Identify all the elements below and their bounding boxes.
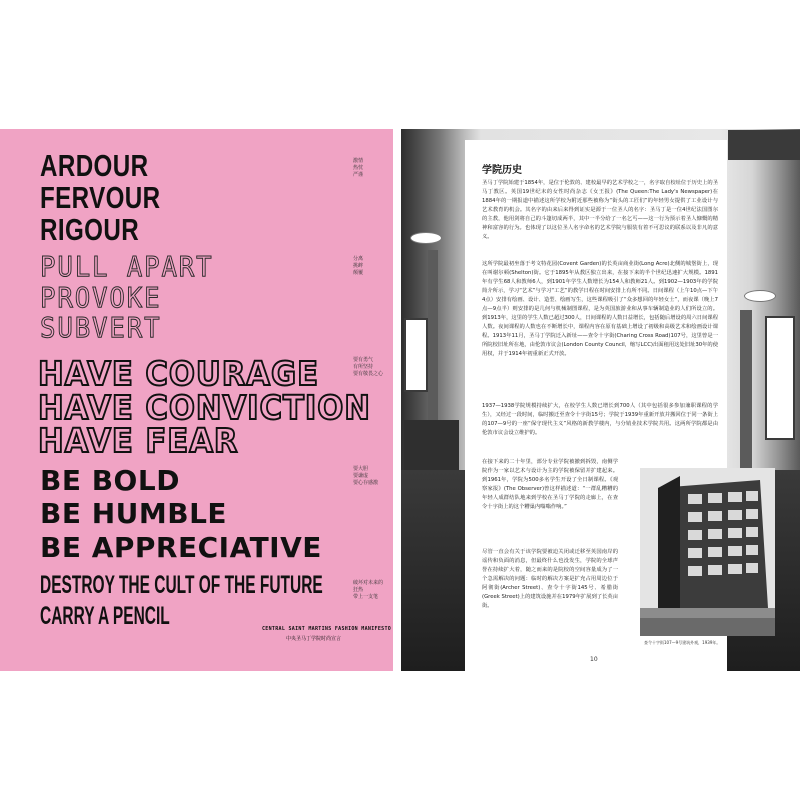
manifesto-ardour: ARDOUR xyxy=(40,148,149,183)
footer-title-cn: 中央圣马丁学院时尚宣言 xyxy=(286,636,342,642)
side-note-5: 破坏对未来的狂热 带上一支笔 xyxy=(353,580,384,600)
manifesto-subvert: SUBVERT xyxy=(40,311,162,344)
history-paragraph-3: 1937—1938学院规模持续扩大，在校学生人数已增长到700人（其中包括很多参加兼职课程的学生），又经过一段时间，临时搬迁至查令十字街15号；学院于1939年重新开放并搬回位于同一条街上的107—9号的一座“保守现代主义”风格的新教学楼内，与分销业技术学院共用。这两所学院都是由伦敦市议会设立维护的。 xyxy=(482,403,718,436)
photo-caption: 查令十字街107—9号建筑外观，1939年。 xyxy=(644,640,721,645)
manifesto-have-fear: HAVE FEAR xyxy=(38,421,239,460)
side-note-1: 激情 热忱 严谨 xyxy=(353,158,364,178)
manifesto-be-bold: BE BOLD xyxy=(40,464,180,497)
history-paragraph-4: 在接下来的二十年里，部分专业学院被撤到拆毁，南侧学院作为一家以艺术与设计为主的学院被保留并扩建起来。到1961年，学院为500多名学生开设了全日制课程。《观察家报》(The Observer)曾这样描述道：“一群乱糟糟的年轻人成群结队地来到学校在圣马丁学院的走廊上，在查令十字街上的这个糟巢内嗡嗡作响。” xyxy=(482,459,618,510)
manifesto-be-appreciative: BE APPRECIATIVE xyxy=(40,531,322,564)
manifesto-fervour: FERVOUR xyxy=(40,180,161,215)
manifesto-be-humble: BE HUMBLE xyxy=(40,497,228,530)
manifesto-rigour: RIGOUR xyxy=(40,212,140,247)
ceiling-lamp-left xyxy=(410,232,442,244)
manifesto-destroy-cult: DESTROY THE CULT OF THE FUTURE xyxy=(40,571,323,599)
building-illustration xyxy=(640,468,775,636)
window-left xyxy=(404,318,428,392)
manifesto-provoke: PROVOKE xyxy=(40,281,162,314)
footer-title-en: CENTRAL SAINT MARTINS FASHION MANIFESTO xyxy=(262,626,392,632)
manifesto-pull-apart: PULL APART xyxy=(40,250,214,283)
building-photo xyxy=(640,468,775,636)
side-note-2: 分离 挑衅 颠覆 xyxy=(353,256,364,276)
history-paragraph-1: 圣马丁学院始建于1854年，是位于伦敦的、建校最早的艺术学校之一，名字取自校址位于历史上的圣马丁教区。英国19世纪末的女性时尚杂志《女王报》(The Queen:The Lady's Newspaper)在1884年的一期报道中描述这所学校为附近那些被称为“街头的工匠们”的年轻男女提供了工业设计与艺术教育的机会。其名字的由来后来得到证实是源于一位圣人的名字：圣马丁是一位4世纪法国图尔的主教，他用剑将自己的斗篷切成两半，其中一半分给了一名乞丐——这一行为预示着圣人慷慨的精神和富容的行为。也体现了以这位圣人名字命名的艺术学院与服装有着不可思议的联系以及非凡的意义。 xyxy=(482,180,718,240)
ceiling-lamp-right xyxy=(744,290,776,302)
pillar-right xyxy=(740,310,752,470)
history-title: 学院历史 xyxy=(482,165,522,176)
history-paragraph-2: 这所学院最初坐落于考文特花园(Covent Garden)的长英亩商业街(Long Acre)北侧的城堡街上，现在叫谢尔顿(Shelton)街。它于1895年从教区独立出来，在接下来的半个世纪迅速扩大规模。1891年有学生68人和教师6人，到1901年学生人数增长为154人和教师21人。到1902—1903年的学院简介所示，学习“艺术”与学习“工艺”的教学日程在时间安排上有所不同。日间课程（上午10点—下午4点）安排有绘画、设计、造型、绘画写生，这些课程吸引了“众多想回的年轻女士”，而夜课（晚上7点—9点半）则安排的是几何与机械制图课程，是为英国旅游业和从事车辆制造业的人们所设立的。到1913年，这里的学生人数已超过300人，日间课程的人数日益增长，包括随后增设的周六日间课程人数。夜间课程的人数也在不断增长中，课程内容在原有基础上增设了初级和高级艺术和绘画设计课程。1913年11月，圣马丁学院迁入新址——查令十字街(Charing Cross Road)107号，这里曾是一所院校旧址所在地，由伦敦市议会(London County Council，缩写LCC)出面租用这处旧址30年的使用权，并于1914年初重新正式开放。 xyxy=(482,261,718,357)
history-paragraph-5: 尽管一直会有关于该学院要被迫关闭或迁移至英国南岸的谣传和负面的消息，但最终什么也没发生，学院的全球声誉在持续扩大着，随之而来的是院校的空间容量成为了一个急需解决的问题：临时的解决方案是扩充占用周边位于阿彻街(Archer Street)、查令十字街145号、希腊街(Greek Street)上的建筑设施并在1979年扩展到了长英亩街。 xyxy=(482,549,618,609)
ceiling-beam-right xyxy=(728,130,800,160)
table-left xyxy=(404,420,459,470)
window-right xyxy=(765,316,795,440)
page-number: 10 xyxy=(590,656,598,663)
manifesto-have-courage: HAVE COURAGE xyxy=(38,354,319,393)
side-note-4: 要大胆 要谦虚 要心存感激 xyxy=(353,466,379,486)
side-note-3: 要有勇气 有所坚持 要有敬畏之心 xyxy=(353,357,384,377)
manifesto-have-conviction: HAVE CONVICTION xyxy=(38,388,371,427)
manifesto-carry-pencil: CARRY A PENCIL xyxy=(40,602,170,630)
